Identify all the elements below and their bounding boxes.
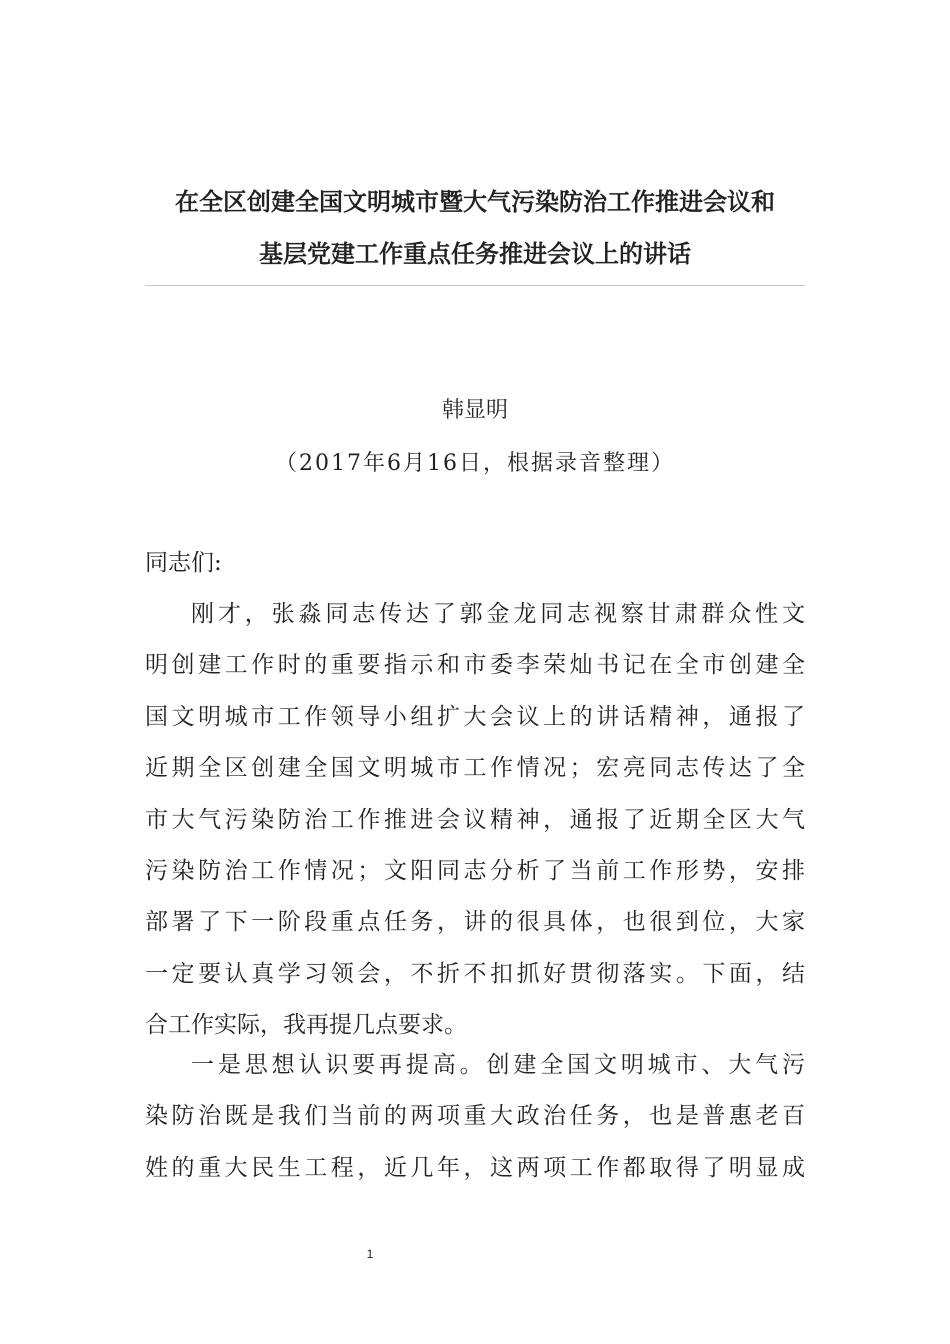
paragraph-line: 染防治既是我们当前的两项重大政治任务，也是普惠老百 [145,1103,805,1130]
paragraph-line: 市大气污染防治工作推进会议精神，通报了近期全区大气 [145,806,805,833]
page-number: 1 [366,1247,374,1261]
paragraph-line: 一是思想认识要再提高。创建全国文明城市、大气污 [191,1052,805,1078]
paragraph-2 [145,1047,805,1201]
paragraph-line: 近期全区创建全国文明城市工作情况；宏亮同志传达了全 [145,755,805,782]
title-line-1: 在全区创建全国文明城市暨大气污染防治工作推进会议和 [175,188,775,216]
paragraph-line: 污染防治工作情况；文阳同志分析了当前工作形势，安排 [145,857,805,884]
paragraph-line: 合工作实际，我再提几点要求。 [145,1012,467,1039]
document-title [120,176,830,280]
date-note: （2017年6月16日，根据录音整理） [275,451,675,476]
paragraph-line: 部署了下一阶段重点任务，讲的很具体，也很到位，大家 [145,909,805,936]
salutation: 同志们: [145,550,222,576]
paragraph-1 [145,596,805,1059]
title-line-2: 基层党建工作重点任务推进会议上的讲话 [259,240,691,268]
author-name: 韩显明 [441,398,508,423]
paragraph-line: 国文明城市工作领导小组扩大会议上的讲话精神，通报了 [145,703,805,730]
paragraph-line: 明创建工作时的重要指示和市委李荣灿书记在全市创建全 [145,652,805,679]
title-divider [145,285,805,286]
paragraph-line: 一定要认真学习领会，不折不扣抓好贯彻落实。下面，结 [145,960,805,987]
paragraph-line: 刚才，张淼同志传达了郭金龙同志视察甘肃群众性文 [191,601,805,627]
paragraph-line: 姓的重大民生工程，近几年，这两项工作都取得了明显成 [145,1154,805,1181]
